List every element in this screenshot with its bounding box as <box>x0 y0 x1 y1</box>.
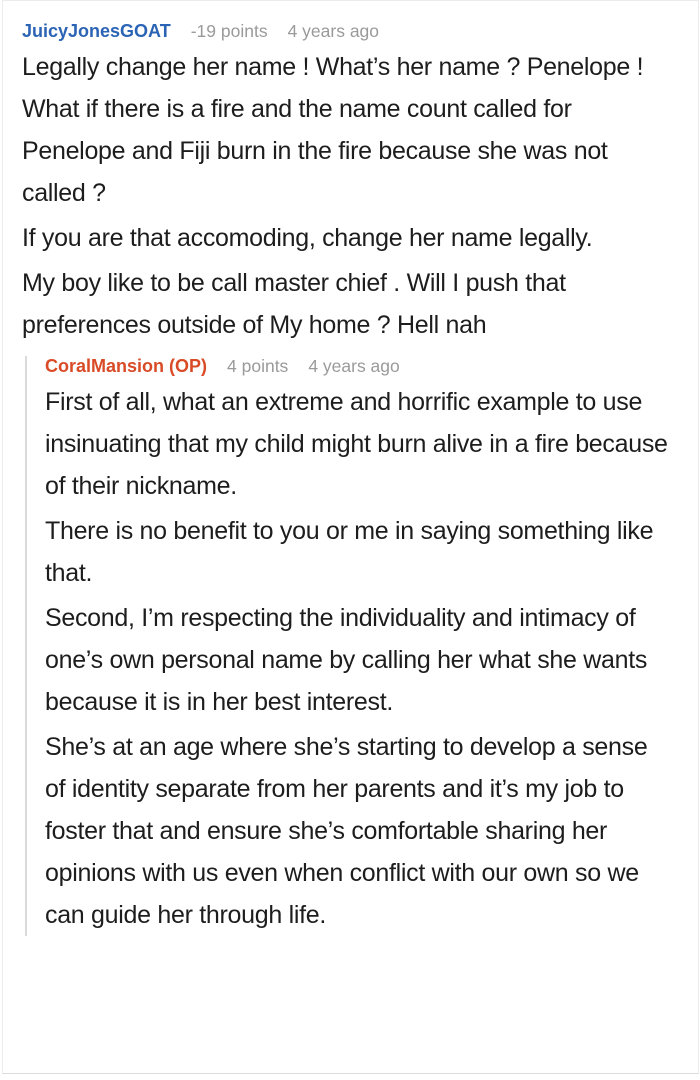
username-link-op[interactable]: CoralMansion (OP) <box>45 356 208 376</box>
comment-paragraph: My boy like to be call master chief . Will I push that preferences outside of My home ? Hell nah <box>22 269 566 339</box>
comment-top-level <box>22 21 672 346</box>
comment-paragraph: If you are that accomoding, change her name legally. <box>22 224 593 252</box>
username-link[interactable]: JuicyJonesGOAT <box>22 21 171 41</box>
points-label: -19 points <box>190 21 268 41</box>
comment-paragraph: First of all, what an extreme and horrific example to use insinuating that my child might burn alive in a fire because of their nickname. <box>45 388 668 500</box>
comment-header <box>45 356 672 377</box>
comment-body <box>45 381 672 936</box>
comment-body <box>22 46 672 346</box>
timestamp: 4 years ago <box>308 356 400 376</box>
comment-card <box>2 0 699 1074</box>
comment-paragraph: Legally change her name ! What’s her name ? Penelope ! What if there is a fire and the name count called for Penelope and Fiji burn in the fire because she was not called ? <box>22 53 644 207</box>
comment-header <box>22 21 672 42</box>
timestamp: 4 years ago <box>287 21 380 41</box>
comment-paragraph: There is no benefit to you or me in saying something like that. <box>45 517 654 587</box>
comment-paragraph: She’s at an age where she’s starting to develop a sense of identity separate from her parents and it’s my job to foster that and ensure she’s comfortable sharing her opinions with us even when conflict with our own so we can guide her through life. <box>45 733 648 929</box>
comment-reply <box>25 356 672 936</box>
comment-paragraph: Second, I’m respecting the individuality and intimacy of one’s own personal name by calling her what she wants because it is in her best interest. <box>45 604 648 716</box>
points-label: 4 points <box>227 356 289 376</box>
